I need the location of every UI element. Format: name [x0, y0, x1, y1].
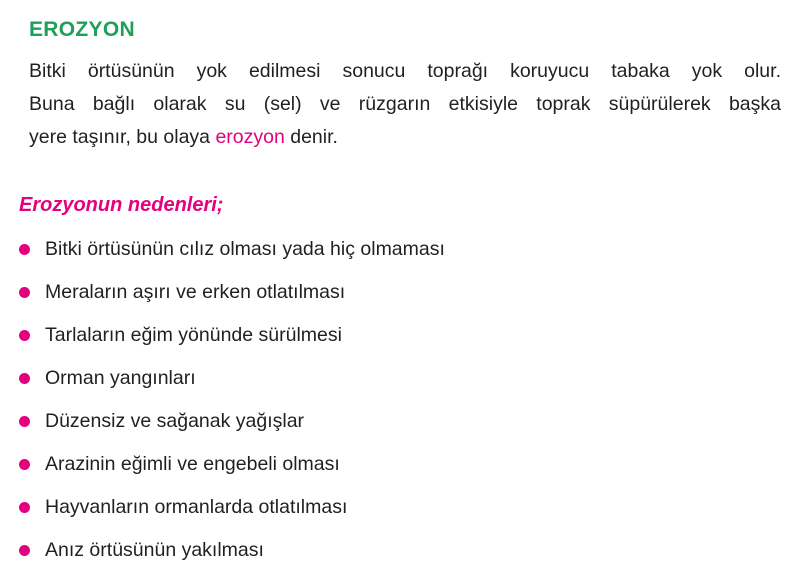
- highlighted-term: erozyon: [215, 126, 285, 148]
- section-title: EROZYON: [29, 18, 135, 41]
- list-item-text: Düzensiz ve sağanak yağışlar: [45, 410, 305, 432]
- causes-heading: Erozyonun nedenleri;: [19, 194, 224, 216]
- intro-paragraph: [29, 55, 781, 154]
- list-item: [19, 314, 445, 357]
- bullet-icon: [19, 244, 30, 255]
- list-item-text: Orman yangınları: [45, 367, 196, 389]
- list-item-text: Arazinin eğimli ve engebeli olması: [45, 453, 340, 475]
- list-item: [19, 271, 445, 314]
- bullet-icon: [19, 502, 30, 513]
- intro-line-3-before: yere taşınır, bu olaya: [29, 126, 216, 148]
- intro-line-3: [29, 121, 781, 154]
- bullet-icon: [19, 287, 30, 298]
- list-item-text: Bitki örtüsünün cılız olması yada hiç olmaması: [45, 238, 445, 260]
- list-item: [19, 400, 445, 443]
- bullet-icon: [19, 545, 30, 556]
- list-item: [19, 529, 445, 572]
- causes-list: [19, 228, 445, 572]
- bullet-icon: [19, 330, 30, 341]
- intro-line-3-after: denir.: [284, 126, 338, 148]
- list-item: [19, 228, 445, 271]
- list-item-text: Tarlaların eğim yönünde sürülmesi: [45, 324, 342, 346]
- intro-line-2: Buna bağlı olarak su (sel) ve rüzgarın etkisiyle toprak süpürülerek başka: [29, 93, 781, 115]
- list-item-text: Hayvanların ormanlarda otlatılması: [45, 496, 348, 518]
- bullet-icon: [19, 373, 30, 384]
- list-item: [19, 443, 445, 486]
- bullet-icon: [19, 459, 30, 470]
- bullet-icon: [19, 416, 30, 427]
- list-item: [19, 486, 445, 529]
- list-item-text: Meraların aşırı ve erken otlatılması: [45, 281, 346, 303]
- intro-line-1: Bitki örtüsünün yok edilmesi sonucu toprağı koruyucu tabaka yok olur.: [29, 60, 781, 82]
- list-item-text: Anız örtüsünün yakılması: [45, 539, 264, 561]
- list-item: [19, 357, 445, 400]
